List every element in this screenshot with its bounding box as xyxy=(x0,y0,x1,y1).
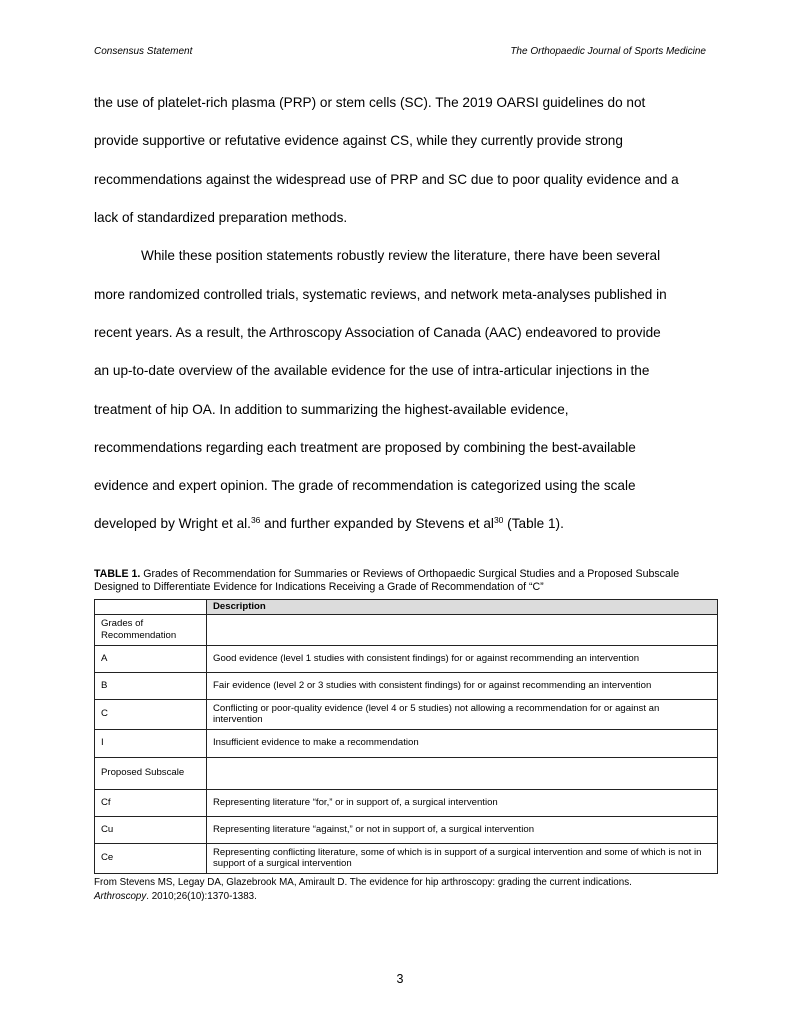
body-line: evidence and expert opinion. The grade of recommendation is categorized using the scale xyxy=(94,478,636,493)
table-row xyxy=(95,789,718,816)
body-line: provide supportive or refutative evidence against CS, while they currently provide strong xyxy=(94,133,623,148)
source-citation: . 2010;26(10):1370-1383. xyxy=(146,891,257,902)
source-journal: Arthroscopy xyxy=(94,891,147,902)
body-line: an up-to-date overview of the available evidence for the use of intra-articular injections in the xyxy=(94,363,650,378)
table-caption-label: TABLE 1. xyxy=(94,568,141,580)
source-line xyxy=(94,890,714,904)
table-header-description: Description xyxy=(207,600,718,615)
running-head-left: Consensus Statement xyxy=(94,46,193,57)
grade-cell: I xyxy=(95,729,207,757)
table-caption xyxy=(94,568,714,594)
table-row xyxy=(95,645,718,672)
description-cell: Representing literature “for,” or in support of, a surgical intervention xyxy=(207,789,718,816)
table-row xyxy=(95,816,718,843)
body-line-last xyxy=(94,516,564,531)
body-line: recommendations against the widespread use of PRP and SC due to poor quality evidence and a xyxy=(94,172,679,187)
grade-cell: C xyxy=(95,699,207,729)
reference-superscript: 36 xyxy=(250,515,261,525)
body-text-segment: (Table 1). xyxy=(503,516,564,531)
section-description-empty xyxy=(207,757,718,789)
table-row xyxy=(95,729,718,757)
description-cell: Good evidence (level 1 studies with consistent findings) for or against recommending an intervention xyxy=(207,645,718,672)
body-line: While these position statements robustly review the literature, there have been several xyxy=(141,248,661,263)
table-caption-text: Grades of Recommendation for Summaries or Reviews of Orthopaedic Surgical Studies and a Proposed Subscale Designed to Differentiate Evidence for Indications Receiving a Grade of Recommendation of “C” xyxy=(94,568,680,593)
description-cell: Representing conflicting literature, some of which is in support of a surgical intervention and some of which is not in support of a surgical intervention xyxy=(207,843,718,873)
page-number: 3 xyxy=(396,972,404,986)
table-section-row xyxy=(95,757,718,789)
grade-cell: A xyxy=(95,645,207,672)
recommendation-grades-table xyxy=(94,599,718,874)
body-line: lack of standardized preparation methods. xyxy=(94,210,348,225)
body-line: recommendations regarding each treatment are proposed by combining the best-available xyxy=(94,440,636,455)
grade-cell: Cu xyxy=(95,816,207,843)
grade-cell: Cf xyxy=(95,789,207,816)
source-line: From Stevens MS, Legay DA, Glazebrook MA, Amirault D. The evidence for hip arthroscopy: grading the current indications. xyxy=(94,877,632,888)
grade-cell: B xyxy=(95,672,207,699)
grade-cell: Ce xyxy=(95,843,207,873)
body-line: recent years. As a result, the Arthroscopy Association of Canada (AAC) endeavored to provide xyxy=(94,325,661,340)
table-header-row xyxy=(95,600,718,615)
table-row xyxy=(95,843,718,873)
table-header-blank xyxy=(95,600,207,615)
description-cell: Representing literature “against,” or not in support of, a surgical intervention xyxy=(207,816,718,843)
table-row xyxy=(95,699,718,729)
table-section-row xyxy=(95,614,718,645)
description-cell: Fair evidence (level 2 or 3 studies with consistent findings) for or against recommending an intervention xyxy=(207,672,718,699)
table-source-note xyxy=(94,876,714,904)
section-label-grades: Grades of Recommendation xyxy=(95,614,207,645)
body-text-segment: and further expanded by Stevens et al xyxy=(260,516,494,531)
body-text-segment: developed by Wright et al. xyxy=(94,516,251,531)
reference-superscript: 30 xyxy=(493,515,504,525)
description-cell: Insufficient evidence to make a recommendation xyxy=(207,729,718,757)
body-line: treatment of hip OA. In addition to summarizing the highest-available evidence, xyxy=(94,402,569,417)
table-row xyxy=(95,672,718,699)
description-cell: Conflicting or poor-quality evidence (level 4 or 5 studies) not allowing a recommendation for or against an intervention xyxy=(207,699,718,729)
body-line: more randomized controlled trials, systematic reviews, and network meta-analyses published in xyxy=(94,287,667,302)
section-description-empty xyxy=(207,614,718,645)
body-line: the use of platelet-rich plasma (PRP) or stem cells (SC). The 2019 OARSI guidelines do not xyxy=(94,95,646,110)
section-label-subscale: Proposed Subscale xyxy=(95,757,207,789)
running-head-right: The Orthopaedic Journal of Sports Medicine xyxy=(510,46,706,57)
